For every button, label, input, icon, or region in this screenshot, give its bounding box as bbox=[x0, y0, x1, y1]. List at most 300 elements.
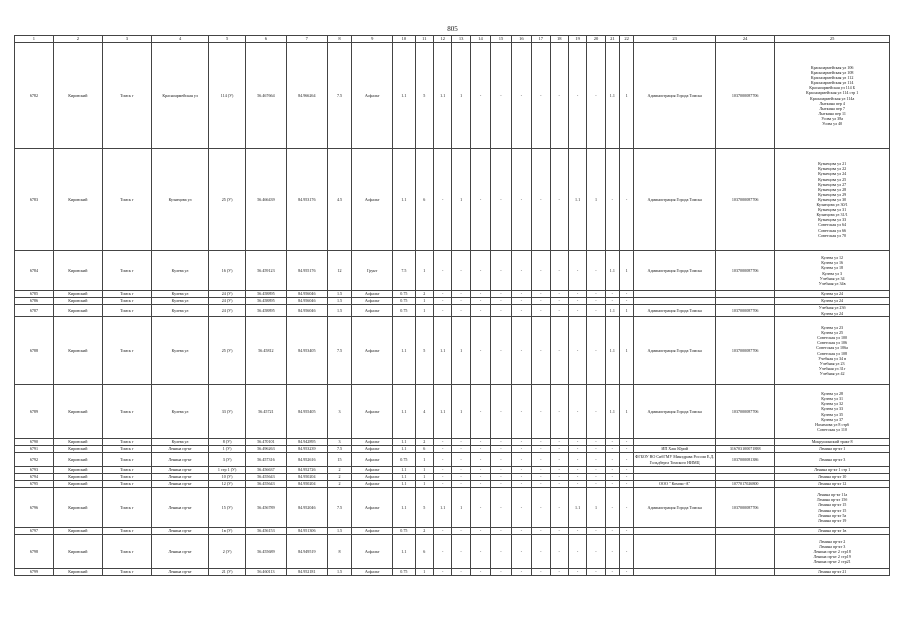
table-cell: Кировский bbox=[53, 251, 102, 291]
table-cell: 56.45721 bbox=[245, 385, 286, 439]
table-cell: 0.75 bbox=[393, 291, 415, 298]
table-cell: Ленина пр-кт 3 bbox=[775, 453, 890, 467]
table-cell: Ленина пр-кт 1 стр 1 bbox=[775, 467, 890, 474]
table-cell: 1 bbox=[452, 385, 470, 439]
table-cell: - bbox=[605, 149, 619, 251]
table-cell: 6799 bbox=[15, 569, 54, 576]
header-cell: 20 bbox=[587, 36, 605, 43]
table-cell bbox=[634, 439, 716, 446]
table-cell: 84.956046 bbox=[286, 305, 327, 317]
table-cell: - bbox=[532, 528, 550, 535]
table-cell: Томск г bbox=[102, 474, 151, 481]
table-cell: 5 bbox=[415, 43, 433, 149]
table-cell: - bbox=[532, 467, 550, 474]
table-cell: - bbox=[434, 467, 452, 474]
table-cell bbox=[634, 298, 716, 305]
table-row bbox=[15, 43, 890, 149]
table-cell: - bbox=[491, 298, 511, 305]
table-cell: Асфальт bbox=[352, 488, 393, 528]
table-cell: 56.466439 bbox=[245, 149, 286, 251]
table-cell: Кировский bbox=[53, 467, 102, 474]
table-cell: - bbox=[511, 481, 531, 488]
table-cell: 1.1 bbox=[605, 385, 619, 439]
table-cell: 1.1 bbox=[434, 488, 452, 528]
table-cell: 6797 bbox=[15, 528, 54, 535]
table-cell: - bbox=[568, 453, 586, 467]
table-cell: 5 bbox=[415, 317, 433, 385]
table-cell: - bbox=[587, 317, 605, 385]
table-cell: Ленина пр-кт bbox=[151, 488, 208, 528]
table-cell: - bbox=[511, 251, 531, 291]
table-cell: 84.955176 bbox=[286, 251, 327, 291]
table-cell: - bbox=[470, 453, 490, 467]
table-cell: 7.5 bbox=[327, 43, 352, 149]
table-cell: - bbox=[619, 535, 633, 569]
table-cell: - bbox=[568, 467, 586, 474]
table-cell bbox=[716, 291, 775, 298]
table-cell: - bbox=[587, 446, 605, 453]
table-cell: Кузнецова ул 21 Кузнецова ул 22 Кузнецова ул 24 Кузнецова ул 25 Кузнецова ул 27 Кузнецова ул 28 Кузнецова ул 29 Кузнецова ул 30 Кузнецова ул 30/1 Кузнецова ул 31 Кузнецова ул 31/1 Кузнецова ул 33 Советская ул 64 Советская ул 66 Советская ул 70 bbox=[775, 149, 890, 251]
table-cell: - bbox=[568, 317, 586, 385]
table-cell: 6790 bbox=[15, 439, 54, 446]
table-cell: 56.496263 bbox=[245, 446, 286, 453]
table-cell: Кировский bbox=[53, 535, 102, 569]
table-cell: - bbox=[532, 251, 550, 291]
table-cell: - bbox=[605, 291, 619, 298]
table-cell: - bbox=[434, 298, 452, 305]
table-cell: Администрация Города Томска bbox=[634, 251, 716, 291]
table-cell: Кировский bbox=[53, 385, 102, 439]
table-cell: Томск г bbox=[102, 317, 151, 385]
table-cell: Томск г bbox=[102, 385, 151, 439]
table-cell: Томск г bbox=[102, 251, 151, 291]
table-cell: Администрация Города Томска bbox=[634, 149, 716, 251]
table-cell bbox=[716, 569, 775, 576]
table-cell: - bbox=[619, 298, 633, 305]
table-cell: Асфальт bbox=[352, 291, 393, 298]
table-cell: Томск г bbox=[102, 569, 151, 576]
table-cell: - bbox=[587, 528, 605, 535]
table-cell: - bbox=[511, 446, 531, 453]
table-cell: - bbox=[491, 453, 511, 467]
table-cell: - bbox=[434, 481, 452, 488]
table-cell: 7.5 bbox=[327, 317, 352, 385]
table-cell: 56.455643 bbox=[245, 474, 286, 481]
table-cell: 6787 bbox=[15, 305, 54, 317]
table-cell: - bbox=[511, 298, 531, 305]
table-cell: 56.460113 bbox=[245, 569, 286, 576]
table-row bbox=[15, 305, 890, 317]
table-cell: 1.5 bbox=[327, 569, 352, 576]
table-cell: - bbox=[532, 488, 550, 528]
table-body bbox=[15, 36, 890, 576]
table-cell: 84.950204 bbox=[286, 474, 327, 481]
table-row bbox=[15, 528, 890, 535]
table-cell: - bbox=[550, 305, 568, 317]
table-cell: - bbox=[532, 439, 550, 446]
table-cell: - bbox=[452, 528, 470, 535]
table-cell: 6795 bbox=[15, 481, 54, 488]
registry-table bbox=[14, 35, 890, 576]
table-cell: 7.5 bbox=[393, 251, 415, 291]
table-cell: - bbox=[470, 446, 490, 453]
table-cell: 4 bbox=[415, 385, 433, 439]
table-cell: Ленина пр-кт bbox=[151, 467, 208, 474]
table-cell: 1 bbox=[415, 481, 433, 488]
header-cell: 14 bbox=[470, 36, 490, 43]
table-cell: 1037000087706 bbox=[716, 385, 775, 439]
table-cell: 16 (У) bbox=[209, 251, 246, 291]
table-cell: - bbox=[470, 481, 490, 488]
table-cell: 1.5 bbox=[327, 291, 352, 298]
table-cell: - bbox=[452, 251, 470, 291]
table-cell: - bbox=[532, 453, 550, 467]
table-cell: 2 bbox=[415, 439, 433, 446]
header-cell: 17 bbox=[532, 36, 550, 43]
header-cell: 6 bbox=[245, 36, 286, 43]
table-cell: Томск г bbox=[102, 305, 151, 317]
table-cell: 56.470101 bbox=[245, 439, 286, 446]
table-cell: - bbox=[550, 569, 568, 576]
table-cell: - bbox=[550, 474, 568, 481]
table-cell: 3 (У) bbox=[209, 453, 246, 467]
table-cell: - bbox=[491, 305, 511, 317]
table-row bbox=[15, 385, 890, 439]
table-cell: 7.5 bbox=[327, 488, 352, 528]
table-cell: - bbox=[491, 317, 511, 385]
table-cell: - bbox=[619, 453, 633, 467]
table-cell: - bbox=[511, 528, 531, 535]
table-cell: 1в (У) bbox=[209, 528, 246, 535]
table-cell: - bbox=[491, 439, 511, 446]
table-cell: - bbox=[550, 317, 568, 385]
table-row bbox=[15, 453, 890, 467]
table-cell: - bbox=[619, 149, 633, 251]
table-cell: 1037000087706 bbox=[716, 43, 775, 149]
table-cell: Администрация Города Томска bbox=[634, 317, 716, 385]
table-cell: 84.952181 bbox=[286, 569, 327, 576]
table-cell: 56.458895 bbox=[245, 298, 286, 305]
table-cell: Ленина пр-кт 21 bbox=[775, 569, 890, 576]
table-cell: - bbox=[470, 291, 490, 298]
table-cell: Администрация Города Томска bbox=[634, 43, 716, 149]
table-cell: 1 bbox=[587, 149, 605, 251]
table-cell: Ленина пр-кт bbox=[151, 481, 208, 488]
table-cell: - bbox=[550, 43, 568, 149]
table-cell: Кировский bbox=[53, 488, 102, 528]
table-cell: - bbox=[491, 535, 511, 569]
table-cell: Кузнецова ул bbox=[151, 149, 208, 251]
table-cell: 2 bbox=[327, 467, 352, 474]
table-cell: 84.953239 bbox=[286, 446, 327, 453]
table-cell: - bbox=[568, 305, 586, 317]
table-cell: - bbox=[568, 439, 586, 446]
table-cell: 1 bbox=[452, 488, 470, 528]
table-cell: - bbox=[491, 569, 511, 576]
table-cell bbox=[716, 439, 775, 446]
table-cell: 1 bbox=[619, 317, 633, 385]
table-cell: Ленина пр-кт bbox=[151, 528, 208, 535]
header-cell: 22 bbox=[619, 36, 633, 43]
table-cell: Асфальт bbox=[352, 43, 393, 149]
table-cell: 2 bbox=[327, 481, 352, 488]
table-cell: - bbox=[619, 481, 633, 488]
table-cell: - bbox=[491, 43, 511, 149]
table-cell: - bbox=[568, 569, 586, 576]
table-cell: 1.1 bbox=[393, 467, 415, 474]
table-row bbox=[15, 291, 890, 298]
table-cell: 84.950204 bbox=[286, 481, 327, 488]
header-cell: 15 bbox=[491, 36, 511, 43]
table-cell: 6785 bbox=[15, 291, 54, 298]
table-row bbox=[15, 317, 890, 385]
table-cell: 1 bbox=[415, 251, 433, 291]
table-cell: - bbox=[452, 291, 470, 298]
table-cell: 1.5 bbox=[327, 305, 352, 317]
table-cell: 6783 bbox=[15, 149, 54, 251]
table-cell: 6788 bbox=[15, 317, 54, 385]
table-cell: Асфальт bbox=[352, 474, 393, 481]
table-cell: Кулева ул 28 Кулева ул 31 Кулева ул 32 Кулева ул 33 Кулева ул 35 Кулева ул 37 Нахимова ул 8 стр6 Советская ул 110 bbox=[775, 385, 890, 439]
header-cell: 21 bbox=[605, 36, 619, 43]
table-cell: Кулева ул bbox=[151, 305, 208, 317]
table-cell bbox=[634, 569, 716, 576]
table-cell: Ленина пр-кт bbox=[151, 453, 208, 467]
table-cell: 1 bbox=[415, 453, 433, 467]
table-cell: ООО " Комэкс-А" bbox=[634, 481, 716, 488]
table-row bbox=[15, 298, 890, 305]
table-cell: - bbox=[470, 528, 490, 535]
table-cell: Томск г bbox=[102, 535, 151, 569]
header-cell: 18 bbox=[550, 36, 568, 43]
table-cell: - bbox=[511, 291, 531, 298]
table-cell: - bbox=[511, 305, 531, 317]
table-cell: - bbox=[619, 488, 633, 528]
table-cell: Асфальт bbox=[352, 305, 393, 317]
table-cell: - bbox=[434, 474, 452, 481]
table-cell: - bbox=[452, 467, 470, 474]
table-cell: 2 (У) bbox=[209, 535, 246, 569]
table-cell: Томск г bbox=[102, 298, 151, 305]
table-cell: ФГБОУ ВО СибГМУ Минздрава России Е.Д. Гольдберга Томского НИМЦ bbox=[635, 454, 715, 465]
table-cell: - bbox=[470, 251, 490, 291]
table-cell: Кулева ул 12 Кулева ул 16 Кулева ул 18 Кулева ул 3 Учебная ул 34 Учебная ул 34в bbox=[775, 251, 890, 291]
table-cell bbox=[634, 291, 716, 298]
table-cell: 12 (У) bbox=[209, 481, 246, 488]
table-cell: 1.1 bbox=[568, 149, 586, 251]
table-cell: - bbox=[452, 439, 470, 446]
table-cell: - bbox=[550, 453, 568, 467]
table-cell: Кировский bbox=[53, 481, 102, 488]
table-cell: 3 bbox=[327, 385, 352, 439]
table-cell: 84.956046 bbox=[286, 291, 327, 298]
table-cell: Ленина пр-кт bbox=[151, 535, 208, 569]
table-cell: - bbox=[605, 467, 619, 474]
table-cell: 1.1 bbox=[393, 43, 415, 149]
table-cell: Асфальт bbox=[352, 446, 393, 453]
header-row bbox=[15, 36, 890, 43]
table-cell: - bbox=[619, 446, 633, 453]
table-cell: - bbox=[434, 569, 452, 576]
table-cell: 6789 bbox=[15, 385, 54, 439]
table-cell: Асфальт bbox=[352, 298, 393, 305]
table-cell: Кировский bbox=[53, 317, 102, 385]
table-cell: - bbox=[511, 43, 531, 149]
table-cell: Кулева ул bbox=[151, 298, 208, 305]
table-cell: Асфальт bbox=[352, 535, 393, 569]
table-cell: 6786 bbox=[15, 298, 54, 305]
table-cell: 84.953405 bbox=[286, 317, 327, 385]
table-cell: 1037000087706 bbox=[716, 488, 775, 528]
table-cell: 8 bbox=[327, 535, 352, 569]
table-cell: - bbox=[587, 305, 605, 317]
header-cell: 1 bbox=[15, 36, 54, 43]
table-cell: 84.966264 bbox=[286, 43, 327, 149]
table-cell: Асфальт bbox=[352, 439, 393, 446]
table-cell: - bbox=[587, 481, 605, 488]
table-cell: - bbox=[619, 291, 633, 298]
table-cell: 24 (У) bbox=[209, 298, 246, 305]
table-cell: - bbox=[587, 291, 605, 298]
table-cell: - bbox=[532, 43, 550, 149]
table-cell: Асфальт bbox=[352, 528, 393, 535]
table-cell: Кировский bbox=[53, 43, 102, 149]
table-cell: - bbox=[511, 439, 531, 446]
table-cell: Ленина пр-кт bbox=[151, 474, 208, 481]
table-cell: - bbox=[587, 43, 605, 149]
table-cell: 4.5 bbox=[327, 149, 352, 251]
table-cell: 6794 bbox=[15, 474, 54, 481]
table-cell: Кировский bbox=[53, 446, 102, 453]
table-cell: Асфальт bbox=[352, 467, 393, 474]
table-cell: 6 bbox=[415, 535, 433, 569]
table-cell: 114 (У) bbox=[209, 43, 246, 149]
table-cell: 1 (У) bbox=[209, 446, 246, 453]
header-cell: 5 bbox=[209, 36, 246, 43]
header-cell: 10 bbox=[393, 36, 415, 43]
table-cell: Ленина пр-кт 1 bbox=[775, 446, 890, 453]
table-cell: Администрация Города Томска bbox=[634, 385, 716, 439]
table-cell: 1 bbox=[619, 251, 633, 291]
table-cell: - bbox=[434, 149, 452, 251]
table-cell: - bbox=[568, 43, 586, 149]
table-cell: 6 bbox=[415, 149, 433, 251]
table-cell bbox=[634, 535, 716, 569]
table-cell: - bbox=[532, 149, 550, 251]
table-cell: - bbox=[532, 385, 550, 439]
table-cell: - bbox=[434, 453, 452, 467]
table-cell bbox=[716, 298, 775, 305]
table-cell: 316703100071888 bbox=[716, 446, 775, 453]
table-row bbox=[15, 251, 890, 291]
table-cell: 56.467664 bbox=[245, 43, 286, 149]
table-cell: - bbox=[587, 385, 605, 439]
table-cell: - bbox=[550, 467, 568, 474]
table-cell: - bbox=[511, 474, 531, 481]
table-row bbox=[15, 467, 890, 474]
table-cell: - bbox=[452, 453, 470, 467]
table-cell: 1 bbox=[415, 467, 433, 474]
table-cell: - bbox=[605, 453, 619, 467]
table-cell: 1 bbox=[619, 305, 633, 317]
table-cell: Кировский bbox=[53, 439, 102, 446]
table-cell: 1.5 bbox=[327, 298, 352, 305]
table-cell: - bbox=[470, 149, 490, 251]
table-cell: - bbox=[511, 149, 531, 251]
table-cell: 84.953176 bbox=[286, 149, 327, 251]
table-cell: 1037000087706 bbox=[716, 305, 775, 317]
table-cell: 6793 bbox=[15, 467, 54, 474]
table-cell: 1.1 bbox=[434, 317, 452, 385]
table-cell: - bbox=[470, 535, 490, 569]
table-cell: - bbox=[434, 251, 452, 291]
table-cell: - bbox=[550, 251, 568, 291]
table-cell: - bbox=[605, 439, 619, 446]
table-cell: 6782 bbox=[15, 43, 54, 149]
table-cell bbox=[716, 474, 775, 481]
table-cell: - bbox=[605, 569, 619, 576]
table-cell: - bbox=[550, 298, 568, 305]
table-cell: 84.952616 bbox=[286, 453, 327, 467]
table-cell: 25 (У) bbox=[209, 317, 246, 385]
table-cell: - bbox=[568, 446, 586, 453]
table-cell: 56.455643 bbox=[245, 481, 286, 488]
table-cell: 1 bbox=[619, 385, 633, 439]
table-cell: - bbox=[491, 528, 511, 535]
table-cell: - bbox=[491, 149, 511, 251]
table-cell: - bbox=[491, 474, 511, 481]
table-cell: 1.1 bbox=[393, 439, 415, 446]
table-cell: 1.1 bbox=[434, 385, 452, 439]
table-cell: 84.955405 bbox=[286, 385, 327, 439]
table-cell: Мокрушинский тракт 8 bbox=[775, 439, 890, 446]
table-cell: 21 (У) bbox=[209, 569, 246, 576]
table-row bbox=[15, 569, 890, 576]
table-cell: 1037000081386 bbox=[716, 453, 775, 467]
table-cell bbox=[716, 535, 775, 569]
table-cell: Томск г bbox=[102, 467, 151, 474]
table-cell: ИП Хаш Юрий bbox=[634, 446, 716, 453]
table-cell: Ленина пр-кт 2 Ленина пр-кт 3 Ленина пр-кт 2 стр18 Ленина пр-кт 2 стр19 Ленина пр-кт 2 стр21 bbox=[775, 535, 890, 569]
header-cell: 23 bbox=[634, 36, 716, 43]
table-row bbox=[15, 481, 890, 488]
table-cell: - bbox=[587, 453, 605, 467]
table-cell: - bbox=[550, 528, 568, 535]
header-cell: 9 bbox=[352, 36, 393, 43]
table-cell: Кировский bbox=[53, 298, 102, 305]
table-cell: - bbox=[470, 474, 490, 481]
table-cell: 6784 bbox=[15, 251, 54, 291]
table-cell: 24 (У) bbox=[209, 305, 246, 317]
table-cell: 0.75 bbox=[393, 528, 415, 535]
table-cell: 25 (У) bbox=[209, 149, 246, 251]
table-cell: Асфальт bbox=[352, 453, 393, 467]
header-cell: 25 bbox=[775, 36, 890, 43]
table-cell: Томск г bbox=[102, 453, 151, 467]
table-cell: Кировский bbox=[53, 569, 102, 576]
table-cell: 56.457316 bbox=[245, 453, 286, 467]
table-cell: 1 bbox=[452, 43, 470, 149]
table-cell: 1037000087706 bbox=[716, 317, 775, 385]
table-cell: - bbox=[491, 291, 511, 298]
table-cell: - bbox=[619, 569, 633, 576]
table-cell: 7.5 bbox=[327, 446, 352, 453]
table-cell: - bbox=[511, 535, 531, 569]
table-cell: - bbox=[532, 474, 550, 481]
header-cell: 24 bbox=[716, 36, 775, 43]
table-cell: 1 bbox=[415, 569, 433, 576]
table-cell: 1.1 bbox=[393, 488, 415, 528]
